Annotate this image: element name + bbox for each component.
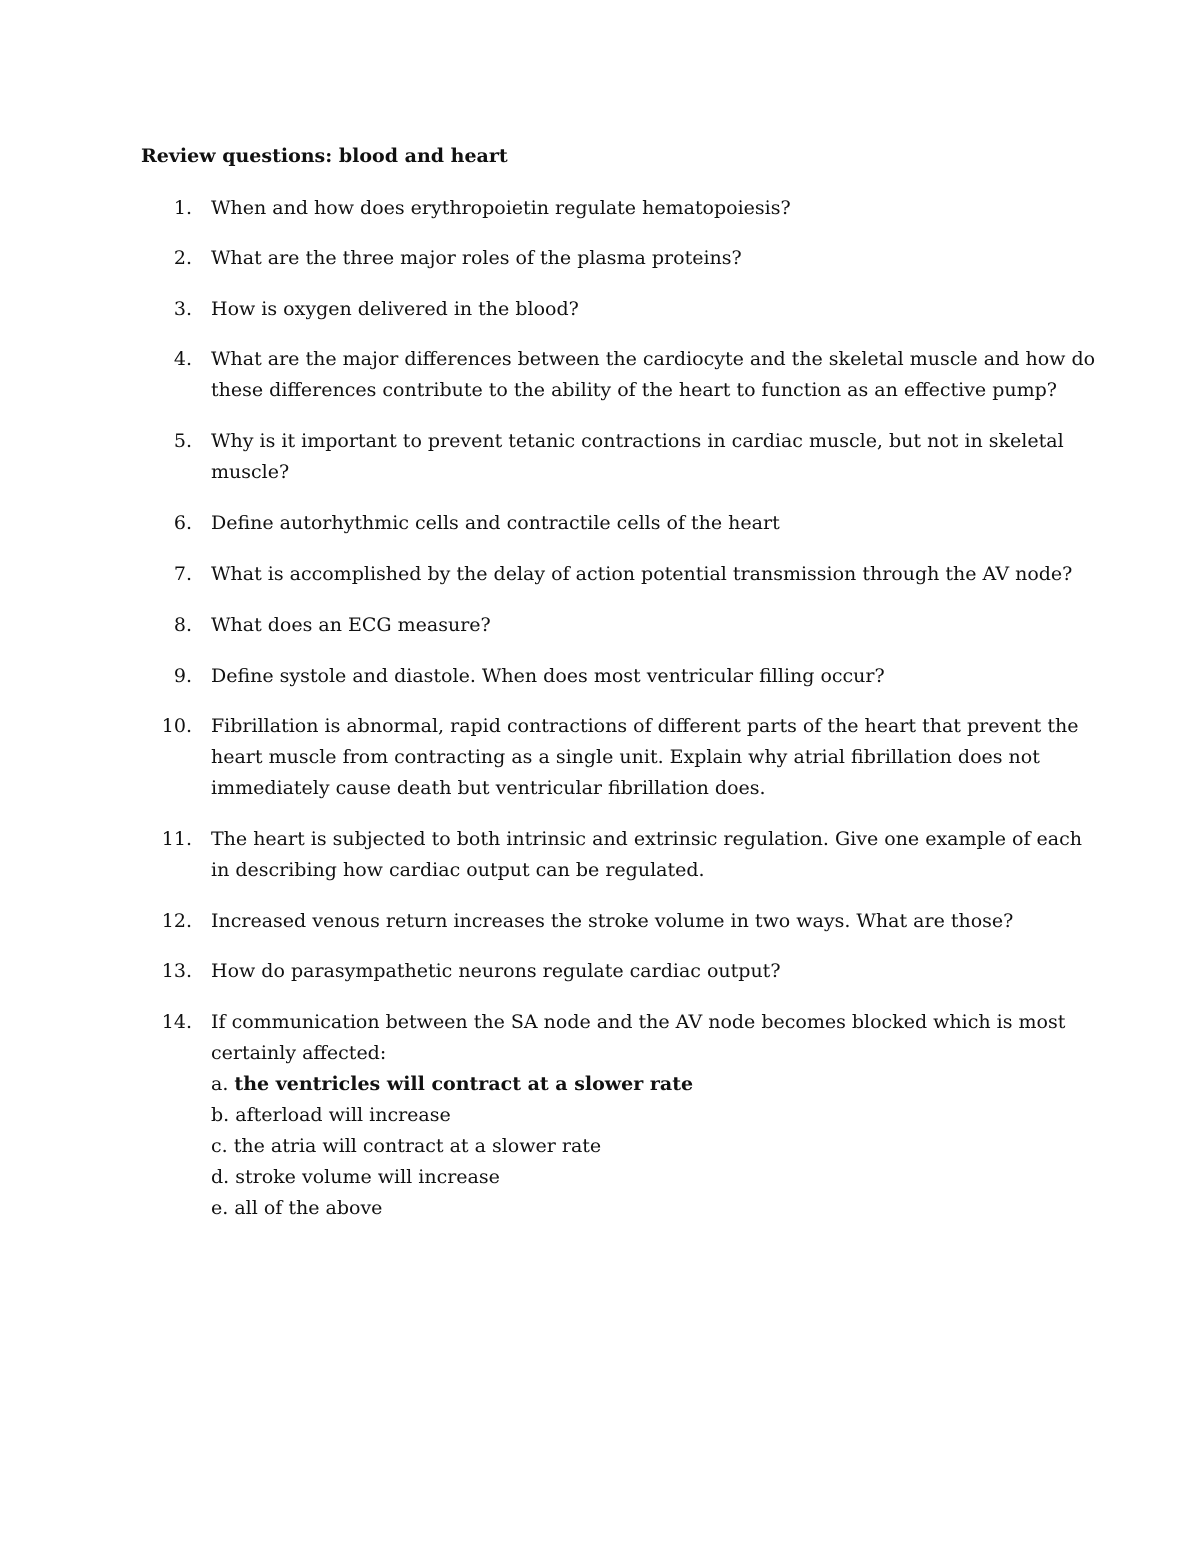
question-number: 8.	[173, 614, 192, 636]
question-line: these differences contribute to the ability of the heart to function as an effective pump?	[211, 379, 1057, 401]
option-text: the ventricles will contract at a slower rate	[234, 1073, 694, 1095]
question-text	[211, 559, 1081, 590]
question-line: What are the major differences between the cardiocyte and the skeletal muscle and how do	[211, 348, 1096, 370]
question-number: 4.	[173, 348, 192, 370]
question-line: muscle?	[211, 461, 290, 483]
question-line: Increased venous return increases the stroke volume in two ways. What are those?	[211, 910, 1014, 932]
option-letter: d.	[211, 1166, 236, 1188]
question-line: What is accomplished by the delay of action potential transmission through the AV node?	[211, 563, 1073, 585]
question-number: 12.	[161, 910, 192, 932]
question-number: 5.	[173, 430, 192, 452]
question-number: 9.	[173, 665, 192, 687]
question-text	[211, 294, 1081, 325]
question-text	[211, 344, 1096, 406]
question-text	[211, 426, 1081, 488]
question-line: What does an ECG measure?	[211, 614, 491, 636]
question-line: heart muscle from contracting as a single unit. Explain why atrial fibrillation does not	[211, 746, 1040, 768]
question-line: Define autorhythmic cells and contractile cells of the heart	[211, 512, 780, 534]
question-line: immediately cause death but ventricular fibrillation does.	[211, 777, 766, 799]
option-letter: c.	[211, 1135, 234, 1157]
question-line: Define systole and diastole. When does most ventricular filling occur?	[211, 665, 885, 687]
question-line: in describing how cardiac output can be regulated.	[211, 859, 705, 881]
answer-option-d	[211, 1162, 1081, 1193]
option-letter: a.	[211, 1073, 235, 1095]
answer-option-a	[211, 1069, 1081, 1100]
question-line: Why is it important to prevent tetanic contractions in cardiac muscle, but not in skeletal	[211, 430, 1064, 452]
question-text	[211, 243, 1081, 274]
question-line: How is oxygen delivered in the blood?	[211, 298, 579, 320]
option-letter: b.	[211, 1104, 236, 1126]
question-text	[211, 661, 1081, 692]
question-number: 11.	[161, 828, 192, 850]
question-number: 10.	[161, 715, 192, 737]
question-line: When and how does erythropoietin regulate hematopoiesis?	[211, 197, 791, 219]
page-title: Review questions: blood and heart	[141, 145, 508, 167]
question-line: How do parasympathetic neurons regulate cardiac output?	[211, 960, 781, 982]
question-text	[211, 824, 1081, 886]
question-number: 3.	[173, 298, 192, 320]
question-text	[211, 193, 1081, 224]
question-line: certainly affected:	[211, 1042, 387, 1064]
question-number: 7.	[173, 563, 192, 585]
question-number: 6.	[173, 512, 192, 534]
option-text: stroke volume will increase	[235, 1166, 500, 1188]
question-number: 13.	[161, 960, 192, 982]
answer-option-c	[211, 1131, 1081, 1162]
question-text	[211, 906, 1081, 937]
question-number: 1.	[173, 197, 192, 219]
option-letter: e.	[211, 1197, 235, 1219]
question-number: 2.	[173, 247, 192, 269]
question-text	[211, 610, 1081, 641]
question-line: If communication between the SA node and the AV node becomes blocked which is most	[211, 1011, 1066, 1033]
question-text	[211, 711, 1081, 804]
answer-option-b	[211, 1100, 1081, 1131]
option-text: the atria will contract at a slower rate	[233, 1135, 602, 1157]
question-text	[211, 508, 1081, 539]
question-line: Fibrillation is abnormal, rapid contractions of different parts of the heart that prevent the	[211, 715, 1079, 737]
question-line: The heart is subjected to both intrinsic and extrinsic regulation. Give one example of each	[211, 828, 1082, 850]
question-text	[211, 1007, 1081, 1224]
question-line: What are the three major roles of the plasma proteins?	[211, 247, 742, 269]
option-text: afterload will increase	[235, 1104, 451, 1126]
option-text: all of the above	[234, 1197, 383, 1219]
question-number: 14.	[161, 1011, 192, 1033]
question-text	[211, 956, 1081, 987]
answer-option-e	[211, 1193, 1081, 1224]
